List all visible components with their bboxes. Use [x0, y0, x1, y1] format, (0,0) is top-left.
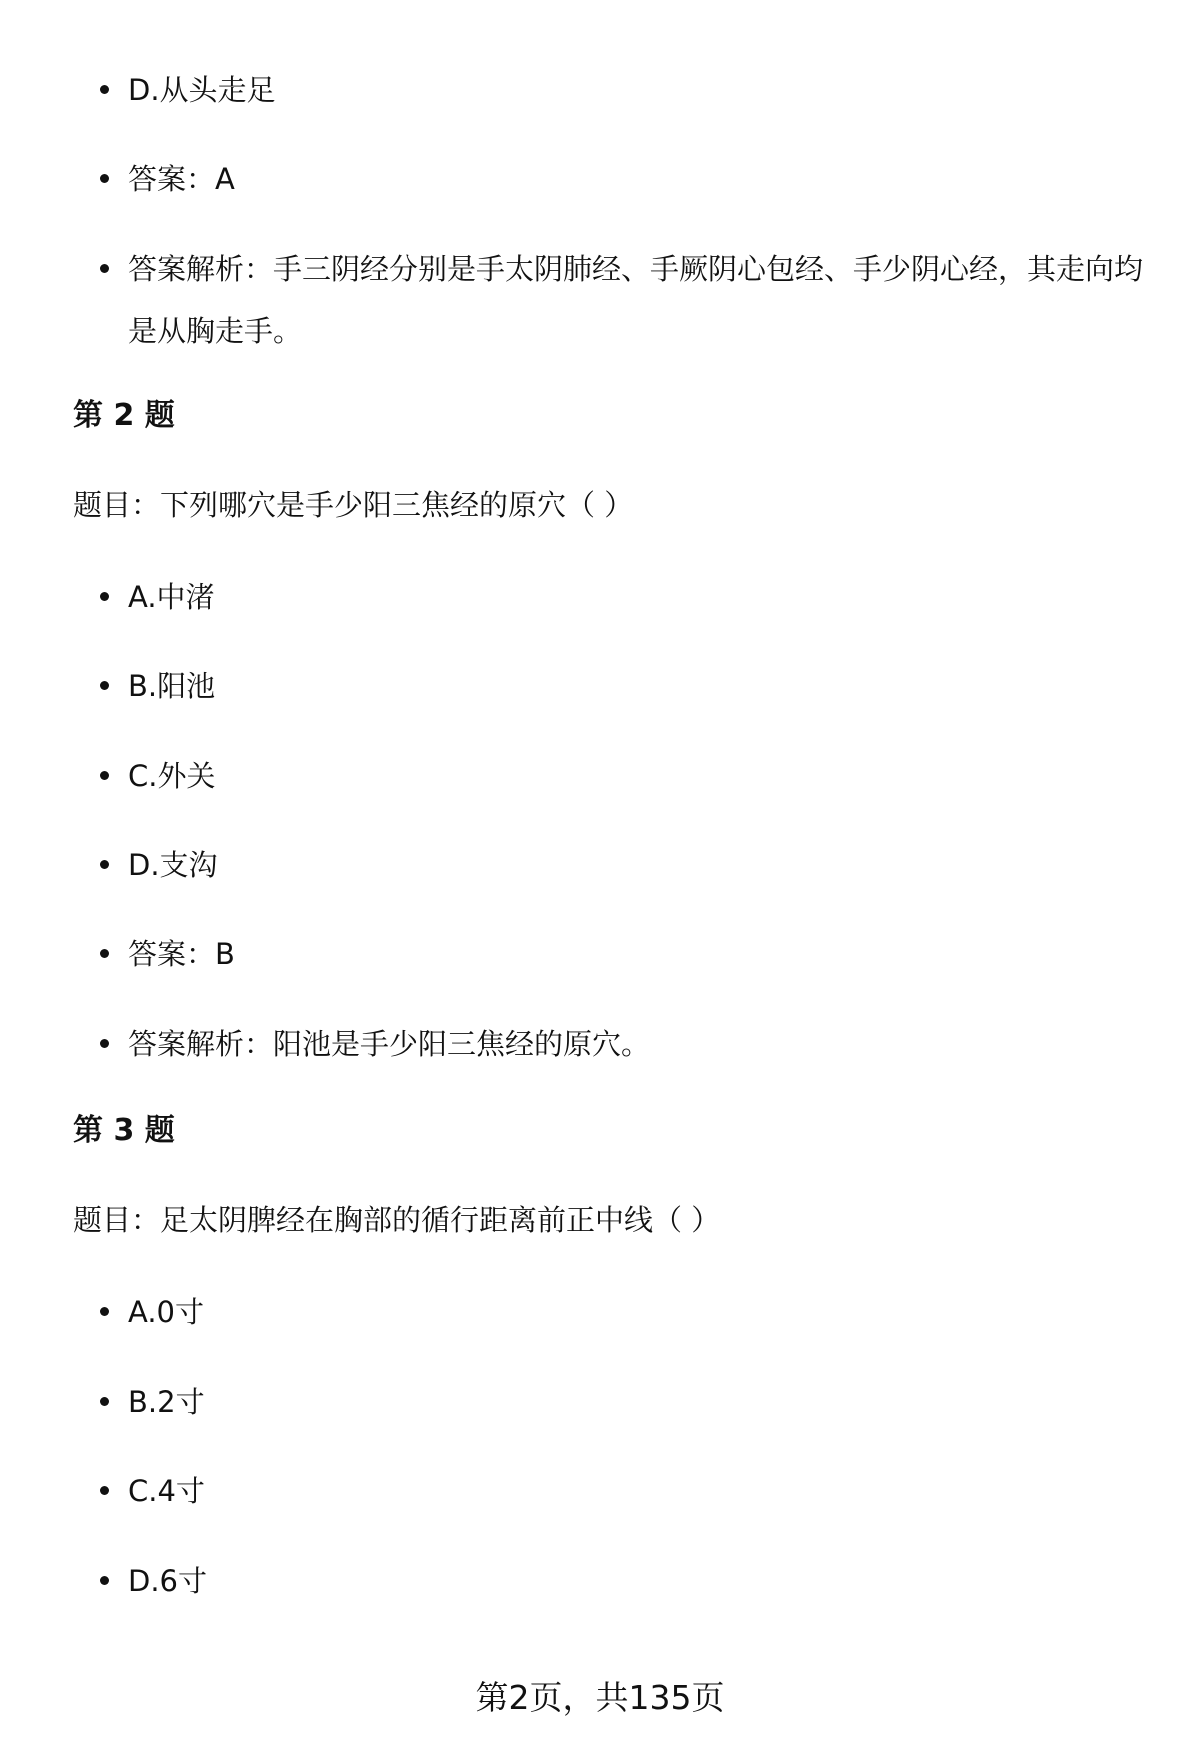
q2-answer: 答案：B — [128, 937, 235, 971]
q2-heading: 第 2 题 — [73, 398, 175, 433]
bullet-icon — [100, 1397, 109, 1406]
q2-option-c: C.外关 — [128, 759, 216, 793]
bullet-icon — [100, 1307, 109, 1316]
q1-answer: 答案：A — [128, 162, 235, 196]
q3-option-d: D.6寸 — [128, 1564, 207, 1598]
q3-option-b: B.2寸 — [128, 1385, 205, 1419]
bullet-icon — [100, 771, 109, 780]
bullet-icon — [100, 860, 109, 869]
bullet-icon — [100, 1576, 109, 1585]
bullet-icon — [100, 85, 109, 94]
bullet-icon — [100, 264, 109, 273]
q2-explanation: 答案解析：阳池是手少阳三焦经的原穴。 — [128, 1027, 651, 1061]
q3-stem: 题目：足太阴脾经在胸部的循行距离前正中线（ ） — [73, 1203, 721, 1237]
q2-option-b: B.阳池 — [128, 669, 216, 703]
q3-option-a: A.0寸 — [128, 1295, 204, 1329]
bullet-icon — [100, 174, 109, 183]
bullet-icon — [100, 949, 109, 958]
bullet-icon — [100, 592, 109, 601]
q2-stem: 题目：下列哪穴是手少阳三焦经的原穴（ ） — [73, 488, 634, 522]
q1-option-d: D.从头走足 — [128, 73, 276, 107]
bullet-icon — [100, 1486, 109, 1495]
bullet-icon — [100, 681, 109, 690]
q3-heading: 第 3 题 — [73, 1113, 175, 1148]
page-number-footer: 第2页，共135页 — [475, 1678, 725, 1717]
q1-explanation: 答案解析：手三阴经分别是手太阴肺经、手厥阴心包经、手少阴心经，其走向均是从胸走手。 — [128, 252, 1144, 348]
bullet-icon — [100, 1039, 109, 1048]
q2-option-d: D.支沟 — [128, 848, 218, 882]
q2-option-a: A.中渚 — [128, 580, 215, 614]
q3-option-c: C.4寸 — [128, 1474, 205, 1508]
